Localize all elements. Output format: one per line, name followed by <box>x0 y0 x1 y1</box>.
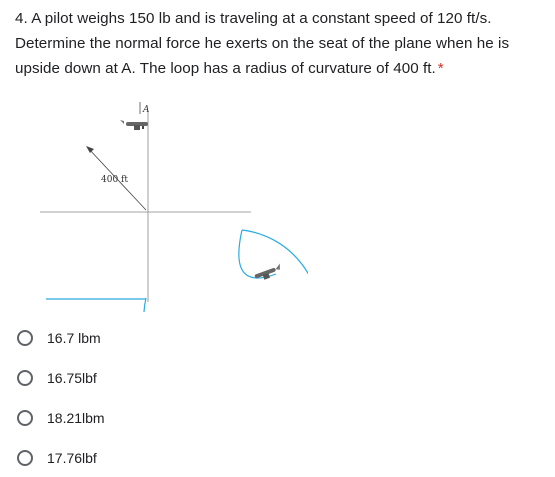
question-figure <box>28 92 308 312</box>
radio-button[interactable] <box>17 330 33 346</box>
radio-button[interactable] <box>17 370 33 386</box>
option-1[interactable] <box>17 326 317 350</box>
option-label: 17.76lbf <box>47 450 97 466</box>
option-label: 16.75lbf <box>47 370 97 386</box>
option-label: 18.21lbm <box>47 410 105 426</box>
loop-diagram <box>28 92 308 312</box>
plane-top-icon <box>120 120 148 130</box>
option-3[interactable] <box>17 406 317 430</box>
question-text: 4. A pilot weighs 150 lb and is traveling at a constant speed of 120 ft/s. Determine the normal force he exerts on the seat of the plane when he is upside down at A. The loop has a radius of curvature of 400 ft. <box>15 10 510 77</box>
radius-label: 400 ft <box>101 175 128 185</box>
option-label: 16.7 lbm <box>47 330 101 346</box>
radio-button[interactable] <box>17 450 33 466</box>
loop-path <box>144 230 308 312</box>
point-a-label: A <box>143 105 150 115</box>
radius-arrowhead <box>86 146 94 153</box>
option-2[interactable] <box>17 366 317 390</box>
option-4[interactable] <box>17 446 317 470</box>
question-text-block <box>15 6 550 81</box>
plane-right-icon <box>253 263 283 282</box>
required-asterisk: * <box>437 60 444 77</box>
radio-button[interactable] <box>17 410 33 426</box>
